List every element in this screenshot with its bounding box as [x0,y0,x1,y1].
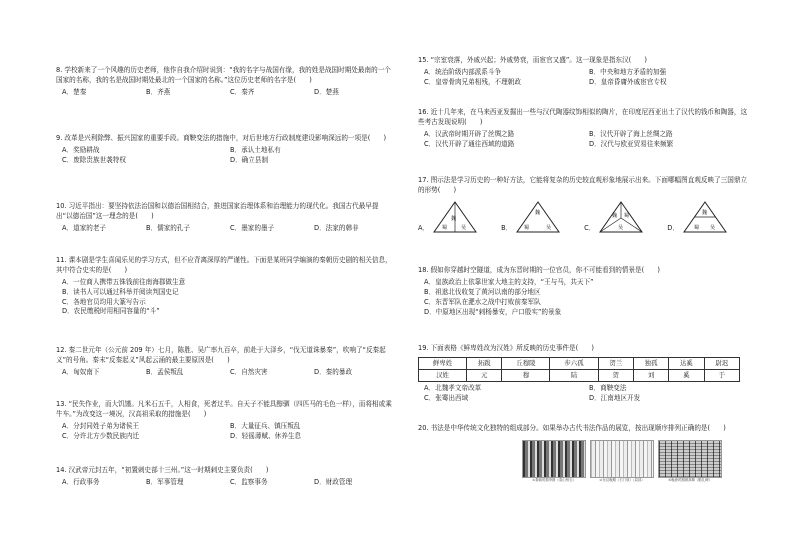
option-d-label: D． [667,223,679,232]
option-b[interactable]: B．承认土地私有 [230,145,281,154]
question-stem: 9. 改革是兴利除弊、振兴国家的重要手段。商鞅变法的措施中，对后世地方行政制度建设影响深远的一项是( ) [56,134,387,142]
table-cell: 陆 [550,369,598,381]
option-d[interactable]: D．确立县制 [230,155,269,164]
question-12 [56,346,392,378]
options [418,68,748,88]
question-stem: 15. “宗室衰落，外戚兴起；外戚势衰，而宦官又盛”。这一现象是指东汉( ) [418,56,647,64]
question-stem: 16. 近十几年来，在马来西亚发掘出一些与汉代陶器纹饰相似的陶片，在印度尼西亚出土了汉代的钱币和陶器，这些考古发现说明( ) [418,108,748,126]
table-cell: 尉迟 [704,357,739,369]
table-cell: 鲜卑姓 [419,357,467,369]
options [56,146,392,166]
option-a[interactable]: A．楚秦 [62,87,87,96]
table-cell: 丘穆陵 [502,357,550,369]
options [56,224,392,234]
option-d[interactable]: D．楚燕 [314,87,339,96]
option-d[interactable] [667,200,728,234]
table-cell: 汉姓 [419,369,467,381]
table-cell: 奚 [669,369,704,381]
question-8 [56,66,392,98]
question-stem: 18. 假如你穿越时空隧道，成为东晋时期的一位官员，你不可能看到的情景是( ) [418,266,660,274]
question-16 [418,108,748,150]
calligraphy-image [590,440,654,478]
table-cell: 步六孤 [550,357,598,369]
question-15 [418,56,748,88]
table-cell: 于 [704,369,739,381]
diagram-a [432,200,478,234]
options [418,130,748,150]
question-18 [418,266,748,317]
option-c[interactable]: C．墨家的墨子 [230,223,275,232]
option-c[interactable]: C．皇帝骨肉兄弟相残，不理朝政 [424,77,521,86]
triangle-options [418,200,748,234]
option-c[interactable]: C．监察事务 [230,477,268,486]
calligraphy-images [418,440,748,483]
option-a[interactable]: A．北魏孝文帝改革 [424,383,482,392]
question-10 [56,202,392,234]
option-a[interactable]: A．一位商人携带五铢钱前往南海郡做生意 [62,277,186,286]
option-c[interactable]: C．东晋军队在淝水之战中打败前秦军队 [424,297,541,306]
calligraphy-image [658,440,722,478]
tri-label: 蜀 [442,224,448,231]
diagram-b [515,200,561,234]
question-stem: 10. 习近平指出：要坚持依法治国和以德治国相结合，推进国家治理体系和治理能力的现代化。我国古代最早提出“以德治国”这一理念的是( ) [56,202,379,220]
calligraphy-1 [522,440,586,483]
table-cell: 独孤 [633,357,668,369]
question-stem: 20. 书法是中华传统文化独特的组成部分。如果举办古代书法作品的展览，按出现顺序排列正确的是( ) [418,424,726,432]
option-a[interactable]: A．匈奴南下 [62,367,100,376]
option-c[interactable]: C．汉代开辟了通往西域的道路 [424,139,515,148]
tri-label: 吴 [709,224,715,231]
option-b[interactable]: B．儒家的孔子 [146,223,191,232]
tri-label: 吴 [461,224,467,231]
table-row [419,369,740,381]
option-b-label: B． [501,223,513,232]
tri-label: 蜀 [693,224,699,231]
question-stem: 8. 学校新来了一个风趣的历史老师，他作自我介绍时说到：“我的名字与战国有缘，我的姓是战国时期处最南的一个国家的名称，我的名是战国时期处最北的一个国家的名称。”这位历史老师的名字是( ) [56,66,391,84]
options [56,88,392,98]
option-c[interactable] [584,200,644,234]
option-c[interactable]: C．张骞出西域 [424,393,469,402]
calligraphy-image [522,440,586,478]
option-d[interactable]: D．汉代与欧亚贸易往来频繁 [589,139,674,148]
options [56,368,392,378]
option-d[interactable]: D．秦的暴政 [314,367,353,376]
diagram-d [682,200,728,234]
table-cell: 贺 [598,369,633,381]
option-c-label: C． [584,223,596,232]
options [56,478,392,488]
option-c[interactable]: C．自然灾害 [230,367,268,376]
tri-label: 魏 [535,209,541,216]
table-cell: 刘 [633,369,668,381]
question-9 [56,134,392,166]
option-a[interactable]: A．奖励耕战 [62,145,100,154]
option-d[interactable]: D．江南地区开发 [589,393,641,402]
question-13 [56,400,392,442]
option-a[interactable]: A．行政事务 [62,477,100,486]
option-c[interactable]: C．各地官员均用大篆写告示 [62,297,146,306]
tri-label: 蜀 [624,212,630,219]
question-stem: 17. 图示法是学习历史的一种好方法，它能将复杂的历史较直观形象地展示出来。下面哪幅图直观反映了三国鼎立的形势( ) [418,176,748,194]
option-b[interactable]: B．中央和地方矛盾的加强 [589,67,667,76]
tri-label: 魏 [451,215,457,222]
tri-label: 吴 [618,224,624,231]
diagram-c [598,200,644,234]
question-stem: 14. 汉武帝元封五年，“初置刺史部十三州。”这一时期刺史主要负责( ) [56,466,269,474]
question-stem: 19. 下面表格《鲜卑姓改为汉姓》所反映的历史事件是( ) [418,344,594,352]
option-a[interactable]: A．分封同姓子弟为诸侯王 [62,421,140,430]
tri-label: 蜀 [524,224,530,231]
option-a-label: A． [418,223,430,232]
calligraphy-2 [590,440,654,483]
table-cell: 贺兰 [598,357,633,369]
option-b[interactable]: B．孟侯叛乱 [146,367,184,376]
option-b[interactable]: B．齐燕 [146,87,171,96]
option-d[interactable]: D．财政管理 [314,477,353,486]
option-b[interactable]: B．祖逖北伐收复了黄河以南的部分地区 [424,287,541,296]
option-b[interactable]: B．读书人可以通过科举并阅读判国史记 [62,287,179,296]
question-17 [418,176,748,234]
option-c[interactable]: C．分许北方少数民族内迁 [62,431,140,440]
option-d[interactable]: D．中原地区出现“刺杨暴安，户口殷实”的景象 [424,307,562,316]
question-stem: 12. 秦二世元年（公元前 209 年）七月，陈胜、吴广率九百卒，前赴于大泽乡，“伐无道诛暴秦”，吹响了“反秦起义”的号角。秦末“反秦起义”风起云涌的最主要原因是( ) [56,346,386,364]
option-d[interactable]: D．法家的韩非 [314,223,359,232]
option-d[interactable]: D．轻徭薄赋、休养生息 [230,431,302,440]
calligraphy-caption: ②东汉晚期《石门颂》（局部） [599,477,645,482]
option-b[interactable]: B．汉代开辟了海上丝绸之路 [589,129,673,138]
option-c[interactable]: C．秦齐 [230,87,255,96]
option-b[interactable] [501,200,561,234]
question-19 [418,344,748,404]
option-a[interactable]: A．道家的老子 [62,223,107,232]
calligraphy-3 [658,440,722,483]
options [418,384,748,404]
option-c[interactable]: C．废除贵族世袭特权 [62,155,126,164]
option-a[interactable]: A．皇族政治上依靠世家大地主的支持，“王与马，共天下” [424,277,594,286]
option-a[interactable] [418,200,478,234]
option-a[interactable]: A．汉武帝时期开辟了丝绸之路 [424,129,515,138]
calligraphy-caption: ③晚唐时期颜真卿《勤礼碑》 [668,477,712,482]
question-14 [56,466,392,488]
table-cell: 穆 [502,369,550,381]
options [418,278,748,318]
option-d[interactable]: D．皇帝昏庸外戚宦官专权 [589,77,667,86]
tri-label: 魏 [612,212,618,219]
surname-table [418,357,740,382]
tri-label: 吴 [546,224,552,231]
question-11 [56,256,392,317]
option-a[interactable]: A．统治阶级内部派系斗争 [424,67,502,76]
options [56,422,392,442]
table-cell: 拓跋 [467,357,502,369]
question-20 [418,424,748,483]
option-d[interactable]: D．农民缴税时用相同容量的“斗” [62,307,160,316]
option-b[interactable]: B．商鞅变法 [589,383,627,392]
option-b[interactable]: B．军事管理 [146,477,184,486]
tri-label: 魏 [701,209,707,216]
question-stem: 13. “民失作业，而大饥馑。凡米石五千，人相食，死者过半。自天子不能具醇驷（四匹马的毛色一样），而将相或乘牛车。”为改变这一境况，汉高祖采取的措施是( ) [56,400,392,418]
options [56,278,392,318]
table-cell: 达奚 [669,357,704,369]
option-b[interactable]: B．大量征兵、镇压叛乱 [230,421,301,430]
question-stem: 11. 课本剧是学生喜闻乐见的学习方式，但不应背离深厚的严谨性。下面是某班同学编演的秦朝历史剧的相关信息，其中符合史实的是( ) [56,256,392,274]
table-row [419,357,740,369]
calligraphy-caption: ①秦朝时期李斯《泰山刻石》 [532,477,576,482]
table-cell: 元 [467,369,502,381]
